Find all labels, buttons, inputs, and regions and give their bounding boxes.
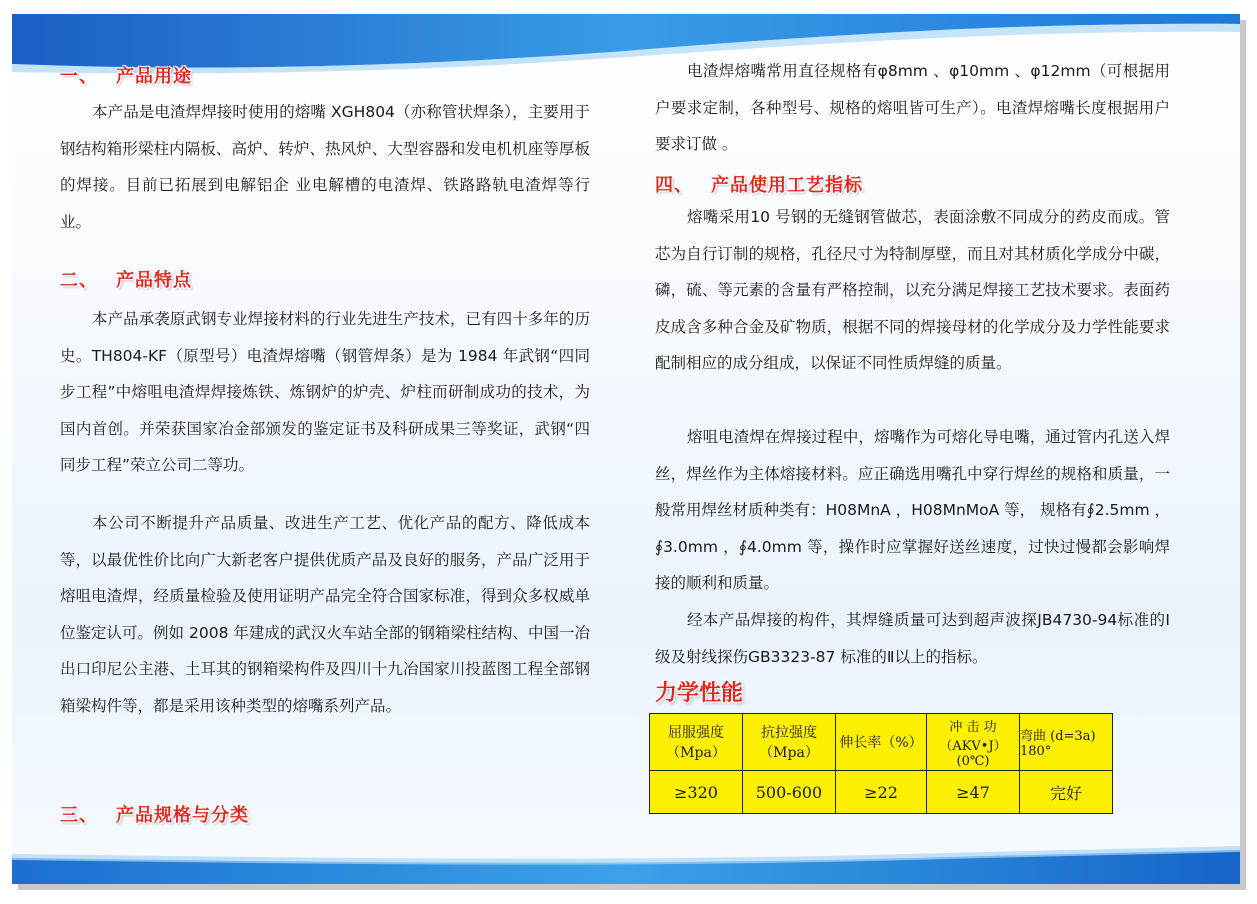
paragraph-process-quality: 经本产品焊接的构件，其焊缝质量可达到超声波探JB4730-94标准的Ⅰ级及射线探伤GB3323-87 标准的Ⅱ以上的指标。 xyxy=(655,611,1170,666)
value-yield-strength: ≥320 xyxy=(650,771,743,814)
heading-process-indicators: 四、 产品使用工艺指标 xyxy=(655,175,863,196)
header-bend-test: 弯曲 (d=3a) 180° xyxy=(1020,714,1113,771)
header-yield-strength: 屈服强度（Mpa） xyxy=(650,714,743,771)
heading-product-specs: 三、 产品规格与分类 xyxy=(60,805,249,826)
value-bend-test: 完好 xyxy=(1020,771,1113,814)
header-impact-energy: 冲 击 功（AKV•J）(0℃) xyxy=(927,714,1020,771)
paragraph-product-use: 本产品是电渣焊焊接时使用的熔嘴 XGH804（亦称管状焊条），主要用于钢结构箱形梁柱内隔板、高炉、转炉、热风炉、大型容器和发电机机座等厚板的焊接。目前已拓展到电解铝企 业电解槽的电渣焊、铁路路轨电渣焊等行业。 xyxy=(60,103,590,231)
paragraph-process-core: 熔嘴采用10 号钢的无缝钢管做芯，表面涂敷不同成分的药皮而成。管芯为自行订制的规格，孔径尺寸为特制厚壁，而且对其材质化学成分中碳，磷，硫、等元素的含量有严格控制，以充分满足焊接工艺技术要求。表面药皮成含多种合金及矿物质，根据不同的焊接母材的化学成分及力学性能要求配制相应的成分组成，以保证不同性质焊缝的质量。 xyxy=(655,208,1170,372)
paragraph-features-quality: 本公司不断提升产品质量、改进生产工艺、优化产品的配方、降低成本等，以最优性价比向广大新老客户提供优质产品及良好的服务，产品广泛用于熔咀电渣焊，经质量检验及使用证明产品完全符合国家标准，得到众多权威单位鉴定认可。例如 2008 年建成的武汉火车站全部的钢箱梁柱结构、中国一冶出口印尼公主港、土耳其的钢箱梁构件及四川十九冶国家川投蓝图工程全部钢箱梁构件等，都是采用该种类型的熔嘴系列产品。 xyxy=(60,514,590,715)
heading-product-use: 一、 产品用途 xyxy=(60,66,192,87)
mechanical-properties-table xyxy=(649,713,1113,814)
header-tensile-strength: 抗拉强度（Mpa） xyxy=(743,714,836,771)
header-elongation: 伸长率（%） xyxy=(836,714,927,771)
table-header-row xyxy=(650,714,1113,771)
value-impact-energy: ≥47 xyxy=(927,771,1020,814)
table-value-row xyxy=(650,771,1113,814)
paragraph-process-wire: 熔咀电渣焊在焊接过程中，熔嘴作为可熔化导电嘴，通过管内孔送入焊丝，焊丝作为主体熔接材料。应正确选用嘴孔中穿行焊丝的规格和质量，一般常用焊丝材质种类有：H08MnA ，H08MnMoA 等， 规格有∮2.5mm ，∮3.0mm ，∮4.0mm 等，操作时应掌握好送丝速度，过快过慢都会影响焊接的顺利和质量。 xyxy=(655,428,1170,592)
value-tensile-strength: 500-600 xyxy=(743,771,836,814)
heading-product-features: 二、 产品特点 xyxy=(60,270,192,291)
paragraph-features-history: 本产品承袭原武钢专业焊接材料的行业先进生产技术，已有四十多年的历史。TH804-KF（原型号）电渣焊熔嘴（钢管焊条）是为 1984 年武钢“四同步工程”中熔咀电渣焊焊接炼铁、炼钢炉的炉壳、炉柱而研制成功的技术，为国内首创。并荣获国家冶金部颁发的鉴定证书及科研成果三等奖证，武钢“四同步工程”荣立公司二等功。 xyxy=(60,310,590,474)
paragraph-product-specs: 电渣焊熔嘴常用直径规格有φ8mm 、φ10mm 、φ12mm（可根据用户要求定制，各种型号、规格的熔咀皆可生产）。电渣焊熔嘴长度根据用户要求订做 。 xyxy=(655,62,1170,153)
value-elongation: ≥22 xyxy=(836,771,927,814)
bottom-wave-decoration xyxy=(12,828,1240,884)
mechanical-properties-title: 力学性能 xyxy=(655,681,744,706)
